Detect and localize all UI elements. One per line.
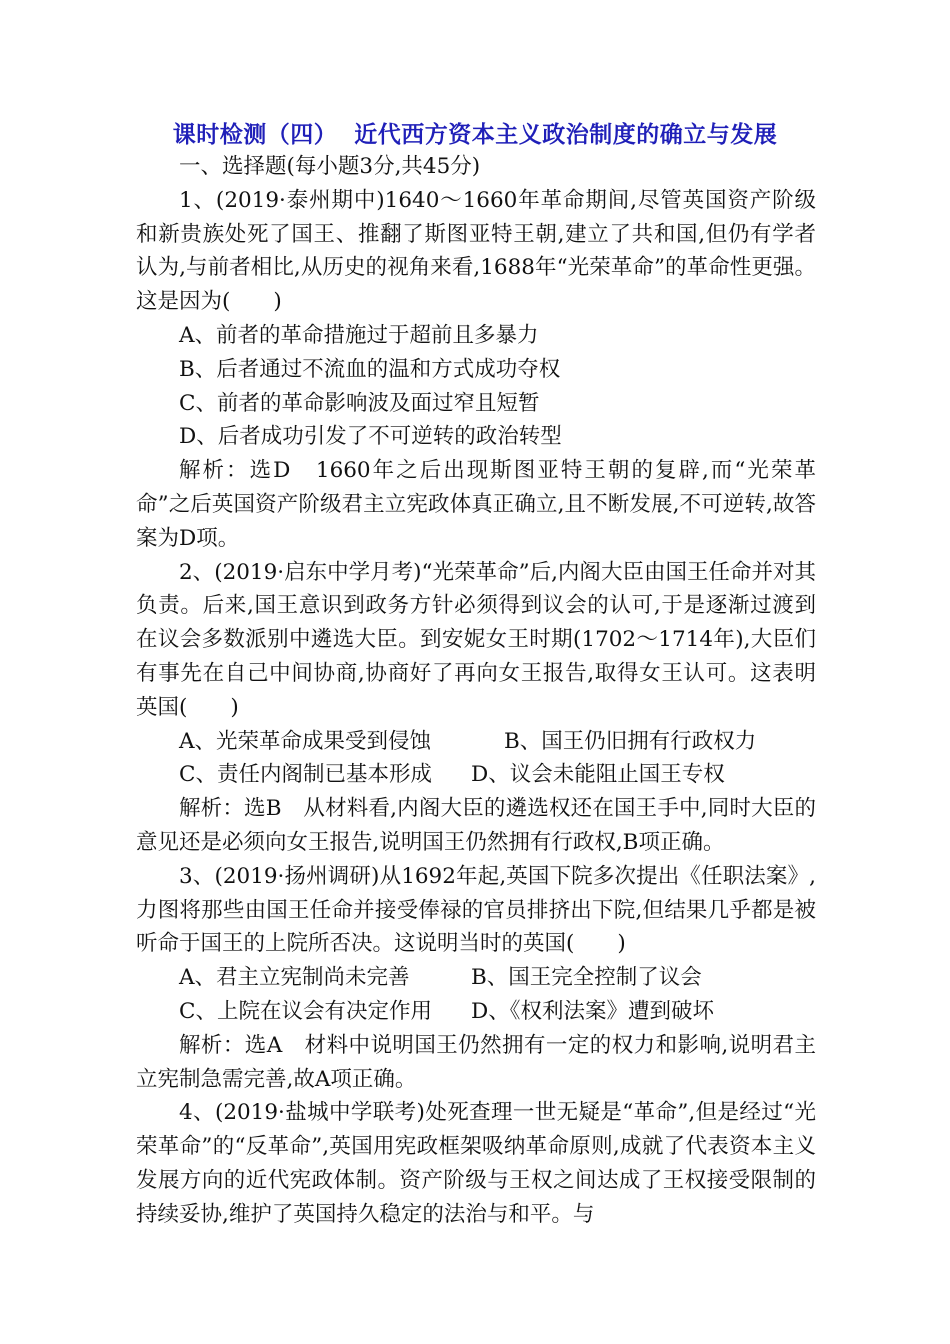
question-2-stem: 2、(2019·启东中学月考)“光荣革命”后,内阁大臣由国王任命并对其负责。后来,国王意识到政务方针必须得到议会的认可,于是逐渐过渡到在议会多数派别中遴选大臣。到安妮女王时期(1702～1714年),大臣们有事先在自己中间协商,协商好了再向女王报告,取得女王认可。这表明英国( ) xyxy=(136,559,816,720)
question-1-option-d: D、后者成功引发了不可逆转的政治转型 xyxy=(179,424,562,450)
question-2-options-row-2 xyxy=(136,758,816,792)
question-2-option-a: A、光荣革命成果受到侵蚀 xyxy=(179,728,432,754)
question-3-stem: 3、(2019·扬州调研)从1692年起,英国下院多次提出《任职法案》,力图将那些由国王任命并接受俸禄的官员排挤出下院,但结果几乎都是被听命于国王的上院所否决。这说明当时的英国( ) xyxy=(136,863,816,957)
question-1-option-a: A、前者的革命措施过于超前且多暴力 xyxy=(179,322,539,348)
question-1-stem: 1、(2019·泰州期中)1640～1660年革命期间,尽管英国资产阶级和新贵族处死了国王、推翻了斯图亚特王朝,建立了共和国,但仍有学者认为,与前者相比,从历史的视角来看,1688年“光荣革命”的革命性更强。这是因为( ) xyxy=(136,187,816,315)
question-2-option-b: B、国王仍旧拥有行政权力 xyxy=(504,728,757,754)
document-body xyxy=(136,150,816,1232)
question-2-option-d: D、议会未能阻止国王专权 xyxy=(471,762,725,788)
question-2-options-row-1 xyxy=(136,725,816,759)
question-2-analysis: 解析：选B 从材料看,内阁大臣的遴选权还在国王手中,同时大臣的意见还是必须向女王报告,说明国王仍然拥有行政权,B项正确。 xyxy=(136,796,816,855)
question-3-option-c: C、上院在议会有决定作用 xyxy=(179,998,432,1024)
question-1-option-b: B、后者通过不流血的温和方式成功夺权 xyxy=(179,356,561,382)
section-heading: 一、选择题(每小题3分,共45分) xyxy=(179,154,481,179)
question-3-options-row-1 xyxy=(136,961,816,995)
question-3-option-a: A、君主立宪制尚未完善 xyxy=(179,965,410,991)
page-title: 课时检测（四） 近代西方资本主义政治制度的确立与发展 xyxy=(172,121,778,148)
question-1-analysis: 解析：选D 1660年之后出现斯图亚特王朝的复辟,而“光荣革命”之后英国资产阶级君主立宪政体真正确立,且不断发展,不可逆转,故答案为D项。 xyxy=(136,458,816,551)
question-3-option-b: B、国王完全控制了议会 xyxy=(471,965,702,991)
question-3-analysis: 解析：选A 材料中说明国王仍然拥有一定的权力和影响,说明君主立宪制急需完善,故A项正确。 xyxy=(136,1032,816,1092)
question-3-option-d: D、《权利法案》遭到破坏 xyxy=(471,998,714,1024)
question-3-options-row-2 xyxy=(136,995,816,1029)
question-1-option-c: C、前者的革命影响波及面过窄且短暂 xyxy=(179,390,540,416)
question-2-option-c: C、责任内阁制已基本形成 xyxy=(179,762,432,788)
question-4-stem: 4、(2019·盐城中学联考)处死查理一世无疑是“革命”,但是经过“光荣革命”的“反革命”,英国用宪政框架吸纳革命原则,成就了代表资本主义发展方向的近代宪政体制。资产阶级与王权之间达成了王权接受限制的持续妥协,维护了英国持久稳定的法治与和平。与 xyxy=(136,1100,816,1227)
